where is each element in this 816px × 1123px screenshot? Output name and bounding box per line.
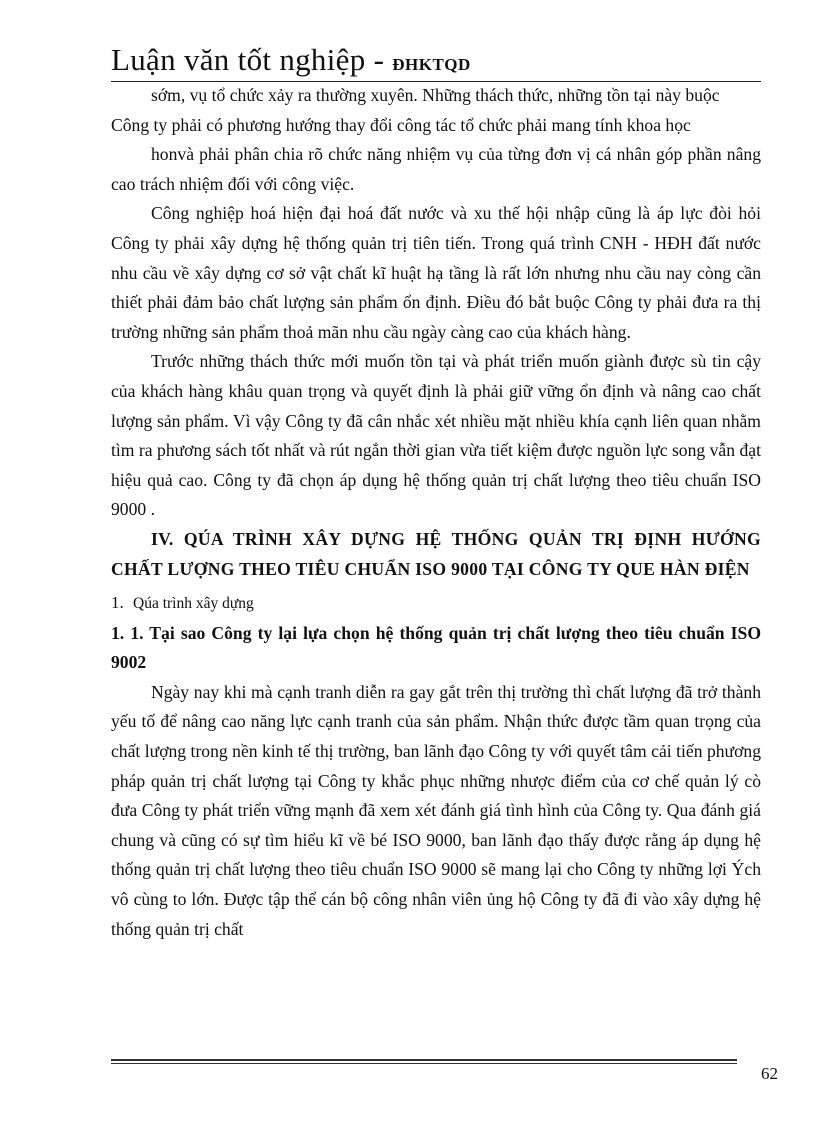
page-number: 62 [761, 1064, 778, 1083]
subsection-heading: 1. 1. Tại sao Công ty lại lựa chọn hệ thống quản trị chất lượng theo tiêu chuẩn ISO 9002 [111, 622, 761, 673]
paragraph-continuation-line-1: sớm, vụ tổ chức xảy ra thường xuyên. Những thách thức, những tồn tại này buộc [151, 85, 720, 105]
section-heading: IV. QÚA TRÌNH XÂY DỰNG HỆ THỐNG QUẢN TRỊ ĐỊNH HƯỚNG CHẤT LƯỢNG THEO TIÊU CHUẨN ISO 9000 TẠI CÔNG TY QUE HÀN ĐIỆN [111, 528, 761, 579]
page-header [111, 38, 761, 82]
paragraph: Ngày nay khi mà cạnh tranh diễn ra gay gắt trên thị trường thì chất lượng đã trở thành yếu tố để nâng cao năng lực cạnh tranh của sản phẩm. Nhận thức được tầm quan trọng của chất lượng trong nền kinh tế thị trường, ban lãnh đạo Công ty với quyết tâm cải tiến phương pháp quản trị chất lượng tại Công ty khắc phục những nhược điểm của cơ chế quản lý cò đưa Công ty phát triển vững mạnh đã xem xét đánh giá tình hình của Công ty. Qua đánh giá chung và cũng có sự tìm hiểu kĩ về bé ISO 9000, ban lãnh đạo thấy được rằng áp dụng hệ thống quản trị chất lượng theo tiêu chuẩn ISO 9000 sẽ mang lại cho Công ty những lợi Ých vô cùng to lớn. Được tập thể cán bộ công nhân viên ủng hộ Công ty đã đi vào xây dựng hệ thống quản trị chất [111, 681, 761, 939]
paragraph: honvà phải phân chia rõ chức năng nhiệm vụ của từng đơn vị cá nhân góp phần nâng cao trách nhiệm đối với công việc. [111, 144, 761, 194]
paragraph: Công nghiệp hoá hiện đại hoá đất nước và xu thế hội nhập cũng là áp lực đòi hỏi Công ty phải xây dựng hệ thống quản trị tiên tiến. Trong quá trình CNH - HĐH đất nước nhu cầu về xây dựng cơ sở vật chất kĩ huật hạ tầng là rất lớn nhưng nhu cầu nay còng cần thiết phải đảm bảo chất lượng sản phẩm ổn định. Điều đó bắt buộc Công ty phải đưa ra thị trường những sản phẩm thoả mãn nhu cầu ngày càng cao của khách hàng. [111, 203, 761, 342]
document-title: Luận văn tốt nghiệp [111, 42, 366, 77]
header-separator: - [365, 42, 393, 77]
header-title-line [111, 42, 471, 83]
document-body [111, 81, 761, 944]
paragraph: Trước những thách thức mới muốn tồn tại và phát triển muốn giành được sù tin cậy của khách hàng khâu quan trọng và quyết định là phải giữ vững ổn định và nâng cao chất lượng sản phẩm. Vì vậy Công ty đã cân nhắc xét nhiều mặt nhiều khía cạnh liên quan nhằm tìm ra phương sách tốt nhất và rút ngắn thời gian vừa tiết kiệm được nguồn lực song vẫn đạt hiệu quả cao. Công ty đã chọn áp dụng hệ thống quản trị chất lượng theo tiêu chuẩn ISO 9000 . [111, 351, 761, 520]
footer-rule [111, 1059, 737, 1061]
numbered-item [111, 588, 761, 619]
item-text: Qúa trình xây dựng [133, 595, 254, 613]
footer-rule [111, 1063, 737, 1064]
paragraph-continuation-line-2: Công ty phải có phương hướng thay đổi công tác tổ chức phải mang tính khoa học [111, 114, 691, 135]
university-abbreviation: ĐHKTQD [392, 55, 471, 74]
item-number: 1. [111, 593, 124, 613]
